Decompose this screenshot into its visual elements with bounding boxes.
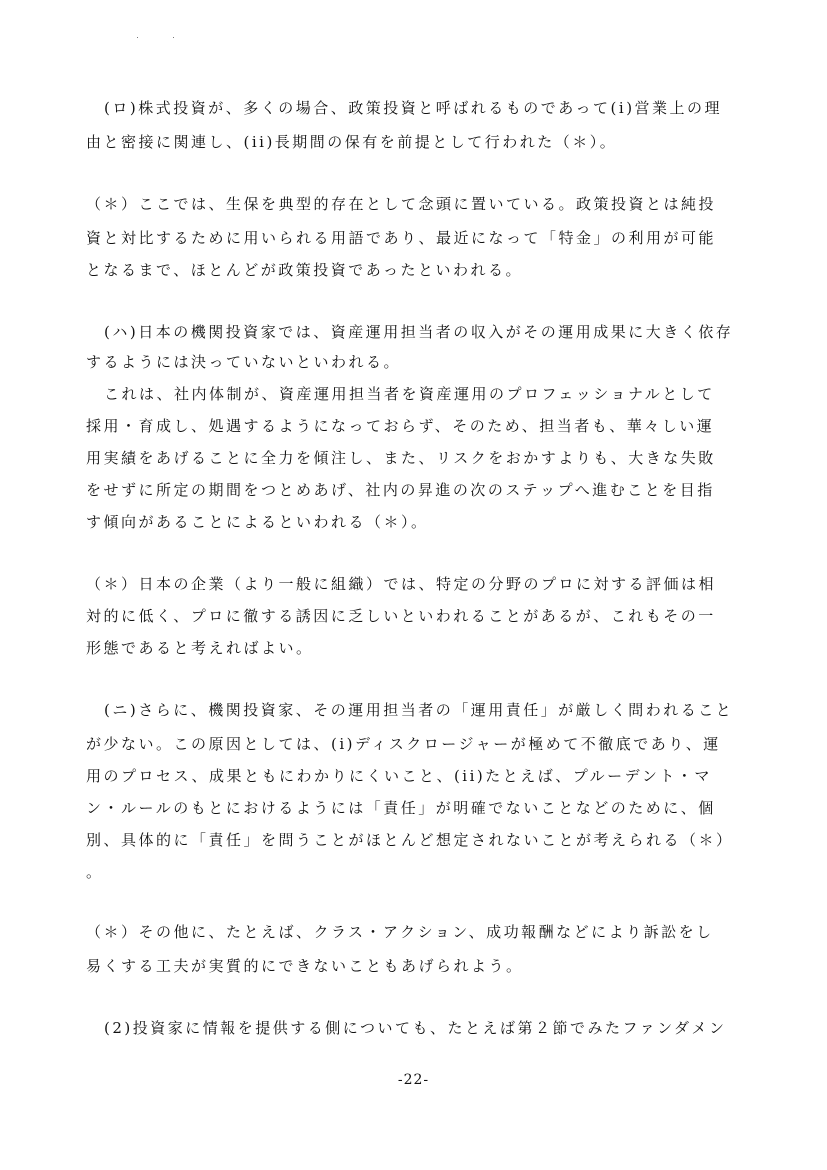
text-line: (ハ)日本の機関投資家では、資産運用担当者の収入がその運用成果に大きく依存 — [104, 323, 734, 341]
text-line: 由と密接に関連し、(ii)長期間の保有を前提として行われた（＊）。 — [86, 133, 618, 151]
text-line: をせずに所定の期間をつとめあげ、社内の昇進の次のステップへ進むことを目指 — [86, 481, 715, 499]
page-number: -22- — [397, 1072, 430, 1088]
footnote-line: 資と対比するために用いられる用語であり、最近になって「特金」の利用が可能 — [86, 229, 717, 247]
footnote-line: （＊）日本の企業（より一般に組織）では、特定の分野のプロに対する評価は相 — [86, 575, 717, 593]
text-line: 用のプロセス、成果ともにわかりにくいこと、(ii)たとえば、プルーデント・マ — [86, 767, 712, 785]
footnote-line: （＊）ここでは、生保を典型的存在として念頭に置いている。政策投資とは純投 — [86, 195, 717, 213]
text-line: するようには決っていないといわれる。 — [86, 353, 402, 371]
text-line: 用実績をあげることに全力を傾注し、また、リスクをおかすよりも、大きな失敗 — [86, 449, 716, 467]
text-line: (ニ)さらに、機関投資家、その運用担当者の「運用責任」が厳しく問われること — [104, 701, 734, 719]
text-line: 採用・育成し、処遇するようになっておらず、そのため、担当者も、華々しい運 — [86, 417, 715, 435]
footnote-line: 形態であると考えればよい。 — [86, 639, 314, 657]
footnote-line: となるまで、ほとんどが政策投資であったといわれる。 — [86, 261, 524, 279]
text-line: 。 — [86, 863, 104, 881]
text-line: (ロ)株式投資が、多くの場合、政策投資と呼ばれるものであって(i)営業上の理 — [104, 99, 723, 117]
scan-speck — [173, 37, 174, 38]
text-line: が少ない。この原因としては、(i)ディスクロージャーが極めて不徹底であり、運 — [86, 735, 721, 753]
text-line: ン・ルールのもとにおけるようには「責任」が明確でないことなどのために、個 — [86, 799, 716, 817]
scan-speck — [137, 37, 138, 38]
text-line: (2)投資家に情報を提供する側についても、たとえば第２節でみたファンダメン — [104, 1019, 727, 1037]
text-line: これは、社内体制が、資産運用担当者を資産運用のプロフェッショナルとして — [104, 385, 715, 403]
text-line: 別、具体的に「責任」を問うことがほとんど想定されないことが考えられる（＊） — [86, 831, 734, 849]
footnote-line: 対的に低く、プロに徹する誘因に乏しいといわれることがあるが、これもその一 — [86, 607, 716, 625]
footnote-line: （＊）その他に、たとえば、クラス・アクション、成功報酬などにより訴訟をし — [86, 923, 714, 941]
text-line: す傾向があることによるといわれる（＊）。 — [86, 513, 429, 531]
footnote-line: 易くする工夫が実質的にできないこともあげられよう。 — [86, 957, 524, 975]
